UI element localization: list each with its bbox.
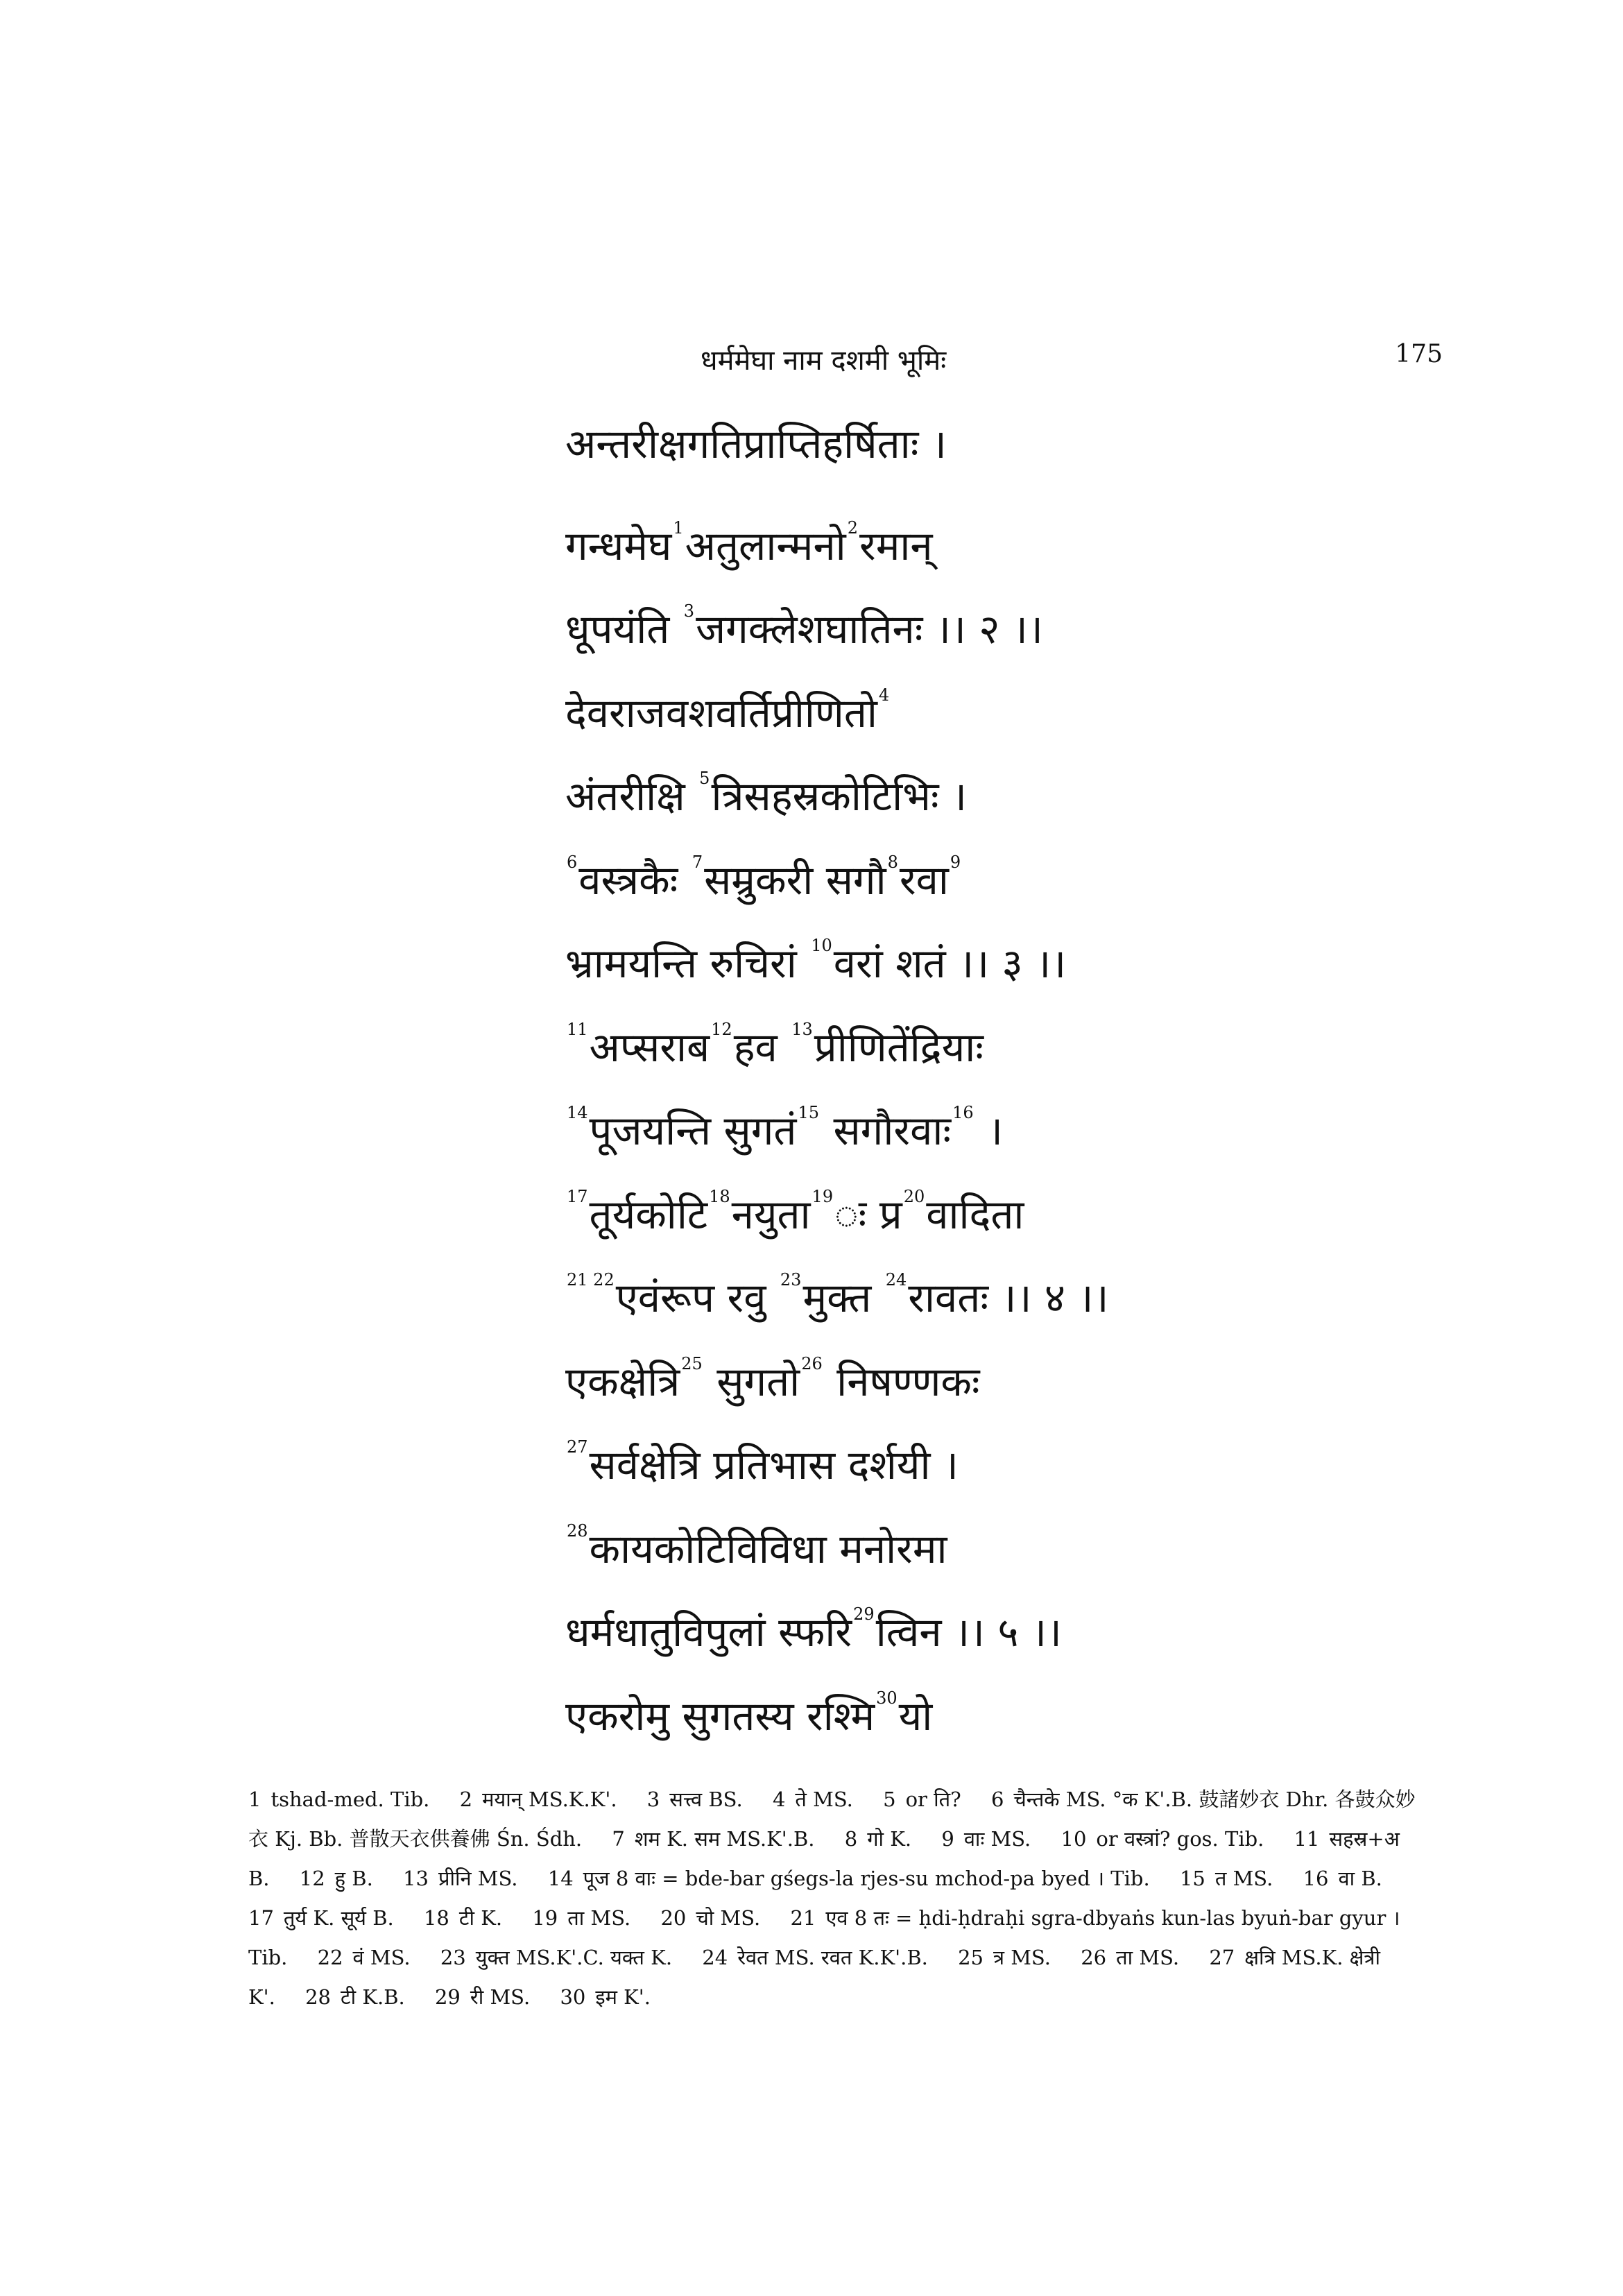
- footnote-text: मयान् MS.K.K'.: [482, 1788, 617, 1811]
- verse-text: त्विन ।। ५ ।।: [875, 1609, 1062, 1656]
- verse-text: यो: [898, 1692, 933, 1740]
- footnote: [560, 1985, 651, 2009]
- verse-text: तूर्यकोटि: [589, 1190, 708, 1238]
- verse-line: [565, 747, 1190, 831]
- footnote-number: 13: [403, 1867, 429, 1890]
- footnote-number: 8: [844, 1827, 858, 1851]
- footnote-number: 12: [299, 1867, 325, 1890]
- footnote-text: शम K. सम MS.K'.B.: [634, 1827, 815, 1851]
- footnote-number: 27: [1209, 1946, 1235, 1969]
- verse-text: भ्रामयन्ति रुचिरां: [565, 940, 810, 987]
- verse-text: अप्सराब: [589, 1023, 710, 1071]
- verse-line: [565, 1500, 1190, 1584]
- footnote-number: 16: [1303, 1867, 1329, 1890]
- verse-text: ः प्र: [834, 1190, 902, 1238]
- verse-text: त्रिसहस्रकोटिभिः ।: [711, 773, 968, 820]
- note-marker: 9: [950, 852, 961, 872]
- verse-line: [565, 1333, 1190, 1416]
- footnote-text: सत्त्व BS.: [669, 1788, 743, 1811]
- verse-text: अतुलान्मनो: [685, 522, 846, 569]
- footnote: [941, 1827, 1031, 1851]
- footnote-text: वा B.: [1338, 1867, 1382, 1890]
- verse-text: अन्तरीक्षगतिप्राप्तिहर्षिताः ।: [565, 420, 947, 468]
- footnotes: [248, 1780, 1427, 2017]
- verse-block: [565, 413, 1190, 1750]
- verse-text: कायकोटिविविधा मनोरमा: [589, 1525, 947, 1573]
- verse-text: रमान्: [859, 522, 933, 569]
- running-title: धर्ममेघा नाम दशमी भूमिः: [701, 345, 947, 377]
- verse-text: सुगतो: [703, 1357, 800, 1405]
- verse-line: [565, 1667, 1190, 1751]
- note-marker: 18: [709, 1186, 730, 1206]
- footnote: [300, 1867, 373, 1890]
- note-marker: 6: [567, 852, 578, 872]
- note-marker: 20: [903, 1186, 925, 1206]
- footnote: [403, 1867, 518, 1890]
- verse-line: [565, 664, 1190, 748]
- footnote-text: ते MS.: [795, 1788, 853, 1811]
- verse-line: [565, 914, 1190, 998]
- footnote-number: 25: [958, 1946, 984, 1969]
- footnote-number: 9: [941, 1827, 954, 1851]
- verse-line: [565, 1583, 1190, 1667]
- verse-text: एकरोमु सुगतस्य रश्मि: [565, 1692, 875, 1740]
- verse-text: सगौरवाः: [821, 1107, 952, 1154]
- footnote: [660, 1906, 760, 1930]
- footnote-number: 30: [560, 1985, 586, 2009]
- footnote-number: 5: [883, 1788, 896, 1811]
- note-marker: 16: [952, 1103, 974, 1122]
- footnote: [773, 1788, 853, 1811]
- footnote: [958, 1946, 1051, 1969]
- footnote-number: 28: [305, 1985, 331, 2009]
- footnote: [1081, 1946, 1179, 1969]
- verse-text: सर्वक्षेत्रि प्रतिभास दर्शयी ।: [589, 1441, 959, 1489]
- footnote-number: 15: [1179, 1867, 1205, 1890]
- note-marker: 17: [567, 1186, 588, 1206]
- verse-text: धूपयंति: [565, 606, 682, 653]
- footnote-number: 24: [702, 1946, 728, 1969]
- footnote-text: सहस्र+अ B.: [248, 1827, 1400, 1890]
- footnote-number: 21: [790, 1906, 816, 1930]
- footnote: [424, 1906, 502, 1930]
- verse-text: जगक्लेशघातिनः ।। २ ।।: [696, 606, 1043, 653]
- note-marker: 1: [673, 517, 684, 538]
- note-marker: 24: [885, 1270, 907, 1290]
- verse-text: अंतरीक्षि: [565, 773, 698, 820]
- footnote-number: 14: [547, 1867, 574, 1890]
- running-head: [0, 340, 1623, 382]
- footnote: [532, 1906, 630, 1930]
- verse-text: एवंरूप रवु: [615, 1274, 779, 1321]
- note-marker: 7: [692, 852, 703, 872]
- footnote-text: इम K'.: [595, 1985, 651, 2009]
- verse-text: वरां शतं ।। ३ ।।: [833, 940, 1067, 987]
- note-marker: 27: [567, 1437, 588, 1457]
- note-marker: 15: [798, 1103, 820, 1122]
- footnote-text: रेवत MS. रवत K.K'.B.: [737, 1946, 928, 1969]
- footnote-text: हु B.: [334, 1867, 373, 1890]
- footnote: [702, 1946, 928, 1969]
- footnote-text: चैन्तके MS. °क K'.B. 鼓諸妙衣 Dhr. 各鼓众妙衣 Kj. Bb. 普散天衣供養佛 Śn. Śdh.: [248, 1788, 1416, 1851]
- verse-text: पूजयन्ति सुगतं: [589, 1107, 797, 1154]
- footnote-text: युक्त MS.K'.C. यक्त K.: [475, 1946, 673, 1969]
- footnote-text: or ति?: [905, 1788, 961, 1811]
- footnote-text: पूज 8 वाः = bde-bar gśegs-la rjes-su mchod-pa byed । Tib.: [583, 1867, 1150, 1890]
- footnote-text: एव 8 तः = ḥdi-ḥdraḥi sgra-dbyaṅs kun-las byuṅ-bar gyur । Tib.: [248, 1906, 1400, 1969]
- verse-line: [565, 497, 1190, 581]
- page-number: 175: [1395, 340, 1443, 368]
- verse-text: रवा: [899, 856, 949, 904]
- verse-text: देवराजवशवर्तिप्रीणितो: [565, 689, 877, 737]
- footnote-text: or वस्त्रां? gos. Tib.: [1096, 1827, 1264, 1851]
- note-marker: 29: [853, 1604, 875, 1624]
- footnote-number: 2: [459, 1788, 473, 1811]
- footnote-text: तुर्य K. सूर्य B.: [283, 1906, 394, 1930]
- note-marker: 2: [847, 517, 858, 538]
- footnote-number: 22: [317, 1946, 343, 1969]
- footnote: [1180, 1867, 1273, 1890]
- note-marker: 10: [811, 936, 832, 955]
- footnote: [248, 1788, 429, 1811]
- footnote-text: री MS.: [470, 1985, 531, 2009]
- footnote: [845, 1827, 911, 1851]
- note-marker: 14: [567, 1103, 588, 1122]
- verse-text: सम्रुकरी सगौ: [704, 856, 886, 904]
- footnote-number: 1: [248, 1788, 261, 1811]
- footnote-number: 6: [990, 1788, 1004, 1811]
- note-marker: 25: [681, 1353, 703, 1373]
- footnote-text: गो K.: [867, 1827, 912, 1851]
- footnote-text: ता MS.: [567, 1906, 631, 1930]
- verse-text: गन्धमेघ: [565, 522, 672, 569]
- footnote-number: 18: [423, 1906, 449, 1930]
- note-marker: 3: [683, 601, 695, 621]
- verse-text: वस्त्रकैः: [578, 856, 691, 904]
- verse-text: हव: [733, 1023, 791, 1071]
- footnote-number: 23: [440, 1946, 466, 1969]
- footnote-number: 11: [1294, 1827, 1320, 1851]
- verse-line: [565, 580, 1190, 664]
- footnote-number: 20: [660, 1906, 687, 1930]
- footnote-number: 17: [248, 1906, 274, 1930]
- verse-text: धर्मधातुविपुलां स्फरि: [565, 1609, 852, 1656]
- verse-line: [565, 998, 1190, 1082]
- footnote: [460, 1788, 617, 1811]
- footnote-text: tshad-med. Tib.: [270, 1788, 430, 1811]
- footnote-text: त्र MS.: [993, 1946, 1051, 1969]
- note-marker: 28: [567, 1520, 588, 1541]
- footnote-text: त MS.: [1214, 1867, 1273, 1890]
- note-marker: 21 22: [567, 1270, 615, 1290]
- verse-text: वादिता: [926, 1190, 1024, 1238]
- footnote-number: 4: [772, 1788, 786, 1811]
- note-marker: 23: [780, 1270, 802, 1290]
- footnote: [647, 1788, 743, 1811]
- note-marker: 13: [791, 1019, 813, 1039]
- footnote-number: 26: [1081, 1946, 1107, 1969]
- footnote-text: क्षत्रि MS.K. क्षेत्री K'.: [248, 1946, 1380, 2009]
- footnote: [612, 1827, 814, 1851]
- footnote: [305, 1985, 405, 2009]
- footnote-number: 19: [532, 1906, 558, 1930]
- footnote-number: 3: [646, 1788, 660, 1811]
- verse-line: [565, 1416, 1190, 1500]
- footnote-text: ता MS.: [1116, 1946, 1180, 1969]
- verse-text: निषण्णकः: [823, 1357, 980, 1405]
- verse-text: रावतः ।। ४ ।।: [908, 1274, 1109, 1321]
- verse-line: [565, 1081, 1190, 1165]
- footnote-text: टी K.B.: [340, 1985, 405, 2009]
- footnote-number: 10: [1060, 1827, 1087, 1851]
- verse-line: [565, 831, 1190, 915]
- footnote-text: वाः MS.: [963, 1827, 1031, 1851]
- note-marker: 4: [878, 685, 890, 705]
- note-marker: 8: [887, 852, 898, 872]
- footnote: [1061, 1827, 1264, 1851]
- verse-line: [565, 413, 1190, 497]
- verse-line: [565, 1165, 1190, 1249]
- verse-line: [565, 1249, 1190, 1333]
- verse-text: प्रीणितेंद्रियाः: [814, 1023, 984, 1071]
- note-marker: 26: [801, 1353, 823, 1373]
- footnote: [435, 1985, 530, 2009]
- note-marker: 5: [699, 769, 710, 788]
- footnote-number: 29: [434, 1985, 461, 2009]
- verse-text: एकक्षेत्रि: [565, 1357, 680, 1405]
- footnote: [548, 1867, 1150, 1890]
- footnote: [318, 1946, 411, 1969]
- footnote: [1303, 1867, 1382, 1890]
- note-marker: 12: [711, 1019, 732, 1039]
- footnote-number: 7: [612, 1827, 625, 1851]
- footnote-text: चो MS.: [696, 1906, 761, 1930]
- note-marker: 30: [876, 1688, 898, 1708]
- verse-text: मुक्त: [802, 1274, 884, 1321]
- footnote-text: वं MS.: [352, 1946, 411, 1969]
- footnote: [883, 1788, 961, 1811]
- note-marker: 19: [812, 1186, 834, 1206]
- footnote-text: टी K.: [458, 1906, 503, 1930]
- verse-text: नयुता: [731, 1190, 811, 1238]
- note-marker: 11: [567, 1019, 588, 1039]
- verse-text: ।: [974, 1107, 1004, 1154]
- footnote: [248, 1906, 394, 1930]
- footnote: [440, 1946, 672, 1969]
- footnote-text: प्रीनि MS.: [438, 1867, 518, 1890]
